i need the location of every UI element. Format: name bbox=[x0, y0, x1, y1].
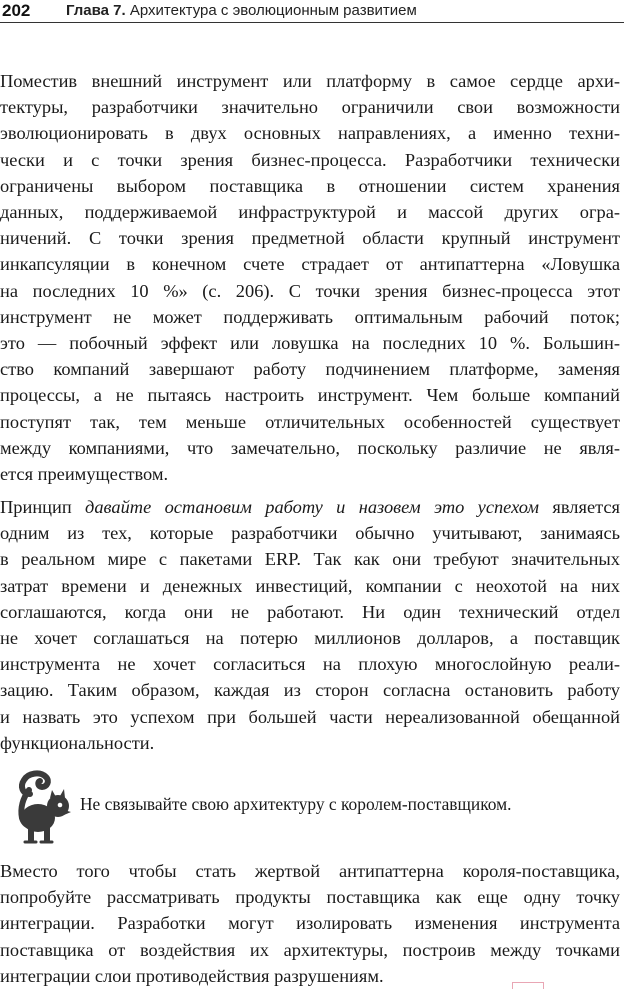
paragraph-2 bbox=[0, 494, 620, 756]
lead-text: Принцип bbox=[0, 497, 86, 517]
text-line: ограничены выбором поставщика в отношении систем хранения bbox=[0, 175, 620, 196]
text-line: ничений. С точки зрения предметной области крупный инструмент bbox=[0, 228, 620, 249]
paragraph-1 bbox=[0, 68, 620, 487]
lemur-icon bbox=[0, 760, 72, 848]
text-line-lead bbox=[0, 494, 620, 520]
text-line: процессы, а не пытаясь настроить инструмент. Чем больше компаний bbox=[0, 385, 620, 406]
scan-corner-mark bbox=[512, 982, 544, 989]
text-line: Вместо того чтобы стать жертвой антипаттерна короля-поставщика, bbox=[0, 861, 620, 881]
running-header bbox=[0, 0, 624, 23]
text-line: интеграции слои противодействия разрушениям. bbox=[0, 965, 384, 986]
text-line: данных, поддерживаемой инфраструктурой и массой других огра- bbox=[0, 202, 620, 223]
text-line: инкапсуляции в конечном счете страдает от антипаттерна «Ловушка bbox=[0, 254, 620, 275]
text-line: затрат времени и денежных инвестиций, компании с неохотой на них bbox=[0, 575, 620, 596]
text-line: ется преимуществом. bbox=[0, 464, 169, 485]
text-line: тектуры, разработчики значительно ограничили свои возможности bbox=[0, 97, 620, 118]
paragraph-3 bbox=[0, 858, 620, 989]
text-line: поступят так, тем меньше отличительных особенностей существует bbox=[0, 411, 620, 432]
page-number: 202 bbox=[2, 1, 31, 20]
text-line: поставщика от воздействия их архитектуры, построив между точками bbox=[0, 939, 620, 960]
text-line: не хочет соглашаться на потерю миллионов долларов, а поставщик bbox=[0, 628, 620, 649]
tip-callout bbox=[0, 760, 624, 850]
text-line: функциональности. bbox=[0, 732, 155, 753]
tip-text: Не связывайте свою архитектуру с королем-поставщиком. bbox=[80, 794, 512, 814]
text-line: инструмента не хочет согласиться на плохую многослойную реали- bbox=[0, 654, 620, 675]
text-line: интеграции. Разработки могут изолировать изменения инструмента bbox=[0, 913, 620, 934]
text-line: одним из тех, которые разработчики обычно учитывают, занимаясь bbox=[0, 523, 620, 544]
text-line: в реальном мире с пакетами ERP. Так как они требуют значительных bbox=[0, 549, 620, 570]
lead-rest-text: является bbox=[539, 497, 620, 517]
text-line: чески и с точки зрения бизнес-процесса. Разработчики технически bbox=[0, 149, 620, 170]
text-line: инструмент не может поддерживать оптимальным рабочий поток; bbox=[0, 306, 620, 327]
text-line: и назвать это успехом при большей части нереализованной обещанной bbox=[0, 706, 620, 727]
text-line: попробуйте рассматривать продукты поставщика как еще одну точку bbox=[0, 887, 620, 908]
text-line: Поместив внешний инструмент или платформу в самое сердце архи- bbox=[0, 71, 620, 91]
text-line: эволюционировать в двух основных направлениях, а именно техни- bbox=[0, 123, 620, 144]
chapter-heading bbox=[66, 0, 417, 22]
text-line: на последних 10 %» (с. 206). С точки зрения бизнес-процесса этот bbox=[0, 280, 620, 301]
chapter-title: Архитектура с эволюционным развитием bbox=[129, 2, 417, 19]
text-line: соглашаются, когда они не работают. Ни один технический отдел bbox=[0, 601, 620, 622]
text-line: это — побочный эффект или ловушка на последних 10 %. Большин- bbox=[0, 333, 620, 354]
chapter-label: Глава 7. bbox=[66, 2, 126, 19]
emphasis-phrase: давайте остановим работу и назовем это успехом bbox=[85, 497, 540, 517]
text-line: зацию. Таким образом, каждая из сторон согласна остановить работу bbox=[0, 680, 620, 701]
text-line: между компаниями, что замечательно, поскольку различие не явля- bbox=[0, 437, 620, 458]
text-line: ство компаний завершают работу подчинением платформе, заменяя bbox=[0, 359, 620, 380]
